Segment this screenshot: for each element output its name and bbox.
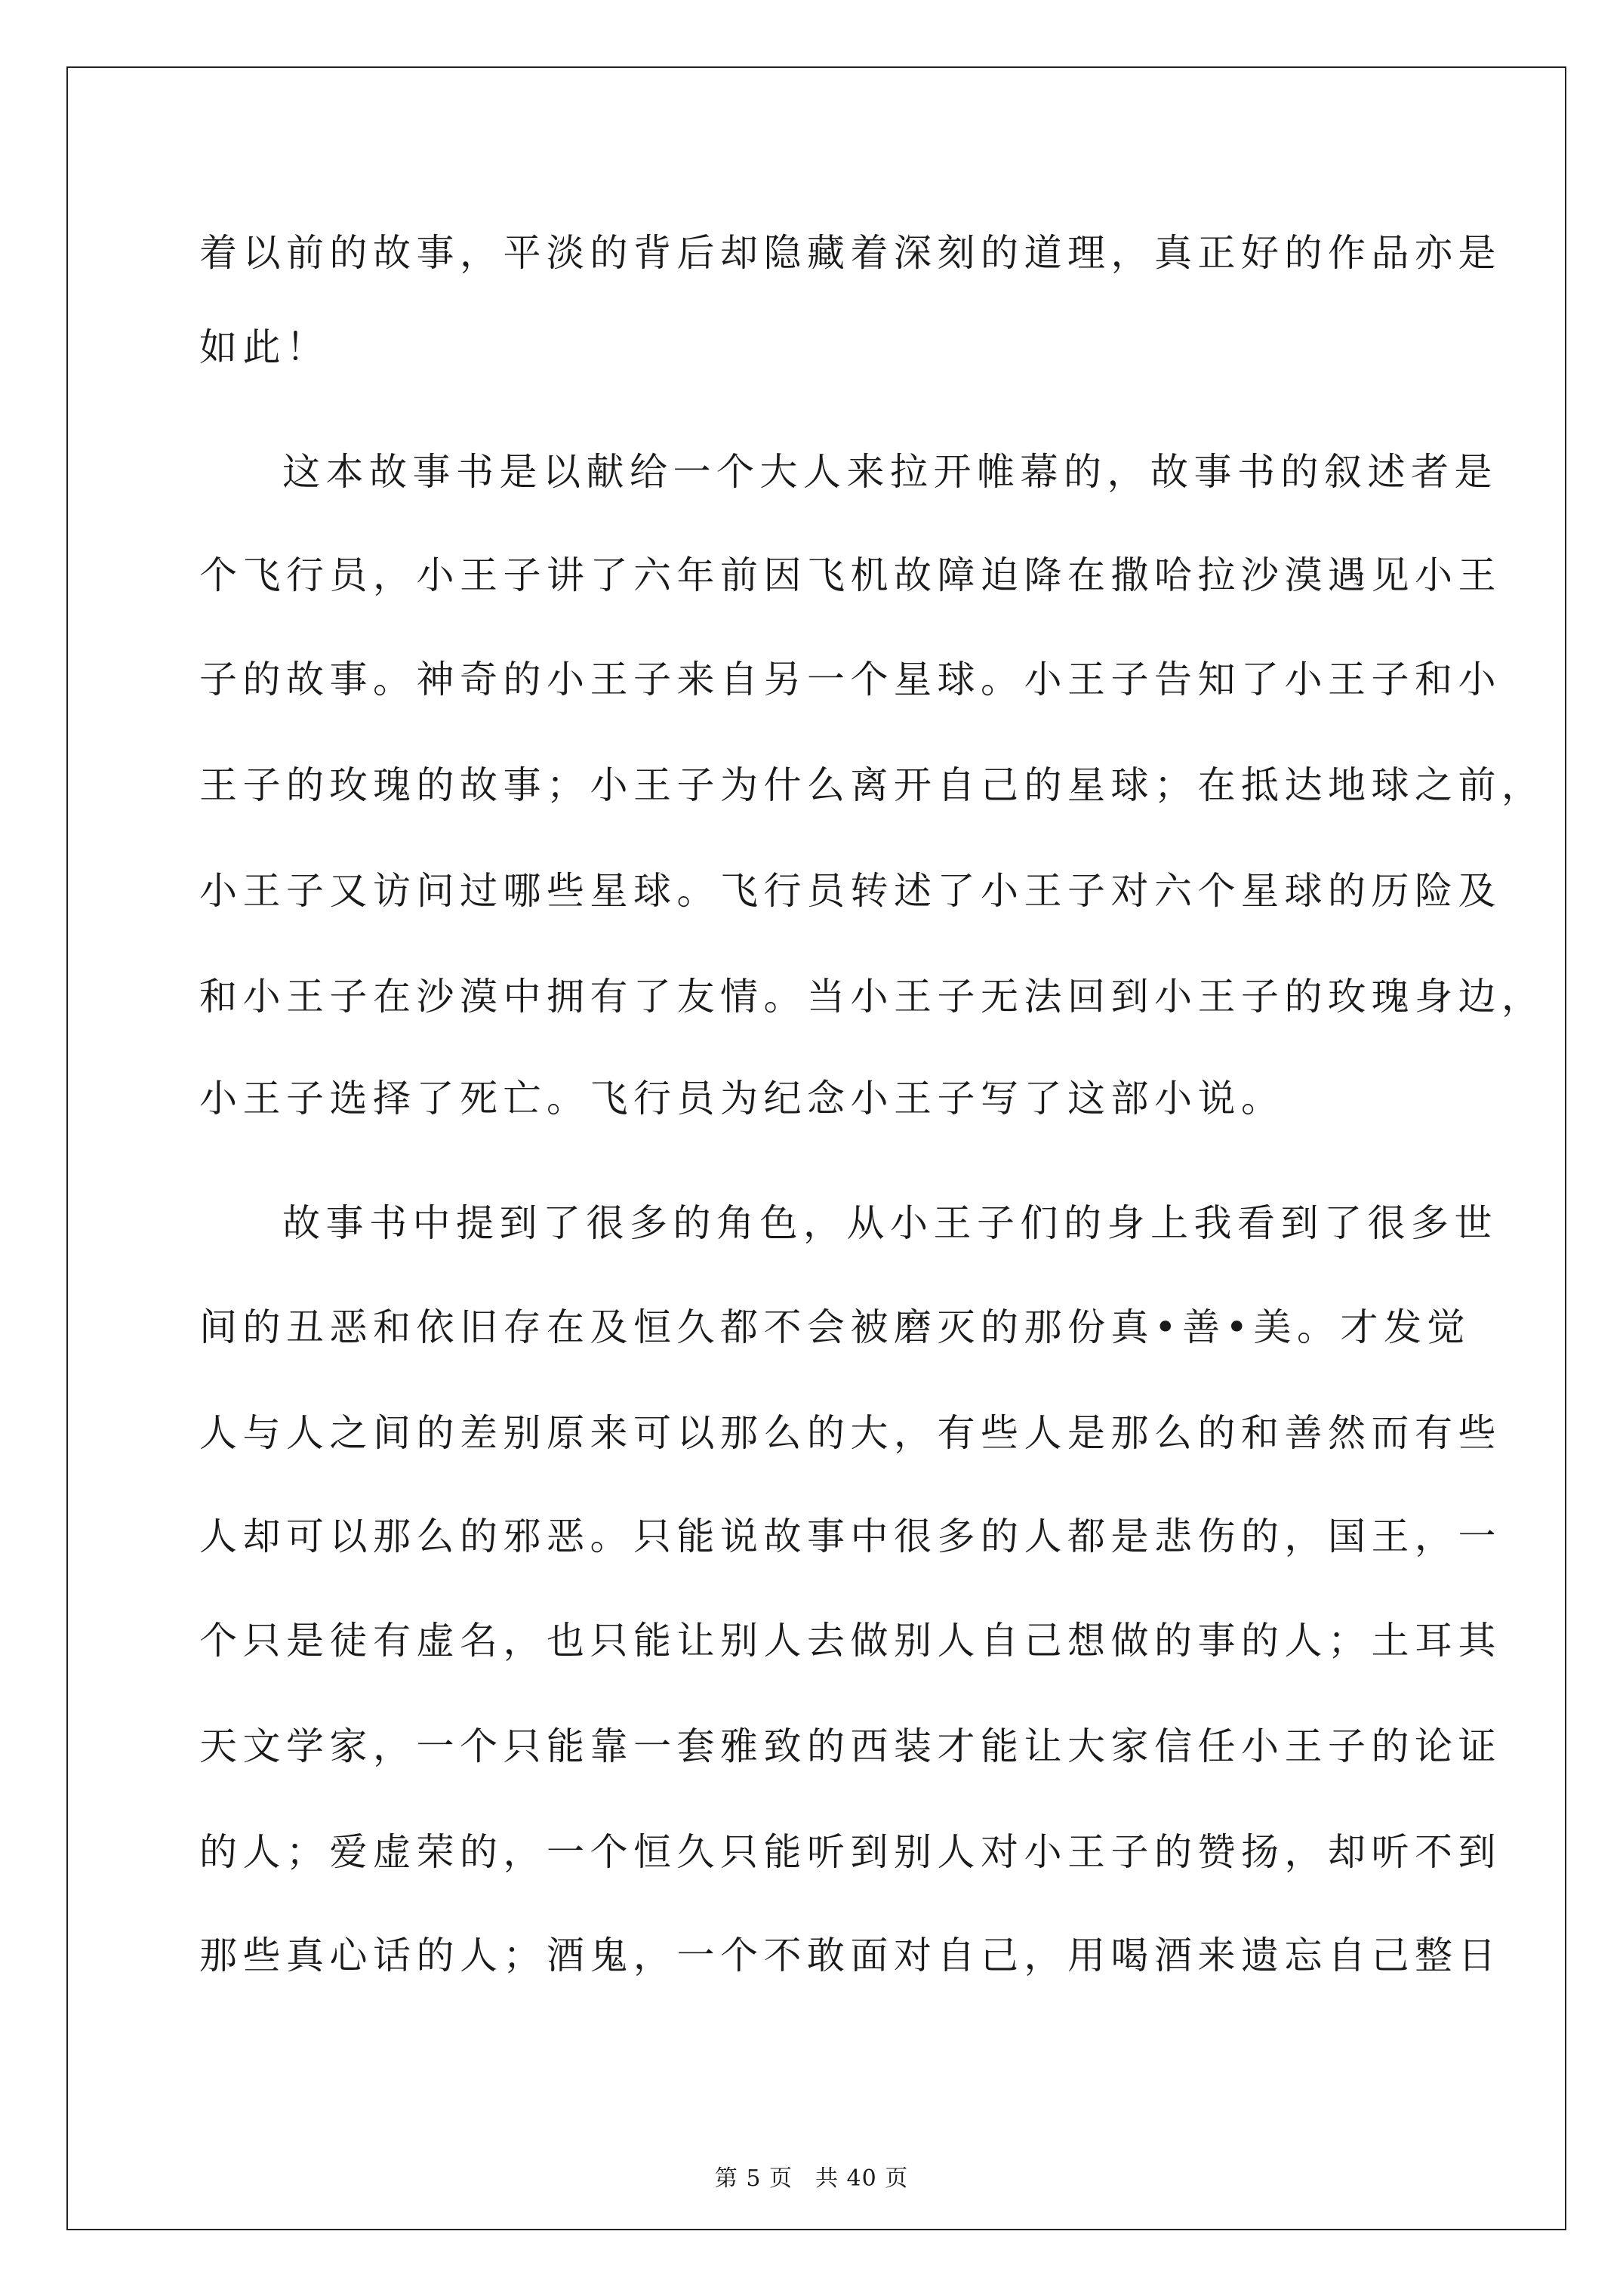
text-line: 个飞行员，小王子讲了六年前因飞机故障迫降在撒哈拉沙漠遇见小王 [199, 553, 1501, 597]
text-line: 间的丑恶和依旧存在及恒久都不会被磨灭的那份真•善•美。才发觉 [199, 1305, 1471, 1349]
page-border [66, 66, 1566, 2230]
text-line: 的人；爱虚荣的，一个恒久只能听到别人对小王子的赞扬，却听不到 [199, 1830, 1501, 1874]
text-line: 小王子又访问过哪些星球。飞行员转述了小王子对六个星球的历险及 [199, 869, 1501, 913]
text-line: 着以前的故事，平淡的背后却隐藏着深刻的道理，真正好的作品亦是 [199, 231, 1501, 275]
text-line: 如此！ [199, 325, 330, 369]
text-line: 那些真心话的人；酒鬼，一个不敢面对自己，用喝酒来遗忘自己整日 [199, 1934, 1501, 1977]
text-line: 王子的玫瑰的故事；小王子为什么离开自己的星球；在抵达地球之前， [199, 763, 1545, 807]
paragraph-first-line: 这本故事书是以献给一个大人来拉开帷幕的，故事书的叙述者是 [282, 450, 1498, 494]
paragraph-first-line: 故事书中提到了很多的角色，从小王子们的身上我看到了很多世 [282, 1201, 1498, 1245]
text-line: 小王子选择了死亡。飞行员为纪念小王子写了这部小说。 [199, 1077, 1285, 1120]
page-number: 第 5 页 [714, 2165, 793, 2192]
page-total: 共 40 页 [815, 2165, 909, 2192]
text-line: 和小王子在沙漠中拥有了友情。当小王子无法回到小王子的玫瑰身边， [199, 975, 1545, 1019]
text-line: 子的故事。神奇的小王子来自另一个星球。小王子告知了小王子和小 [199, 658, 1501, 701]
text-line: 人却可以那么的邪恶。只能说故事中很多的人都是悲伤的，国王，一 [199, 1515, 1501, 1558]
page-footer [0, 2165, 1623, 2193]
text-line: 天文学家，一个只能靠一套雅致的西装才能让大家信任小王子的论证 [199, 1724, 1501, 1768]
text-line: 人与人之间的差别原来可以那么的大，有些人是那么的和善然而有些 [199, 1411, 1501, 1455]
text-line: 个只是徒有虚名，也只能让别人去做别人自己想做的事的人；土耳其 [199, 1619, 1501, 1663]
